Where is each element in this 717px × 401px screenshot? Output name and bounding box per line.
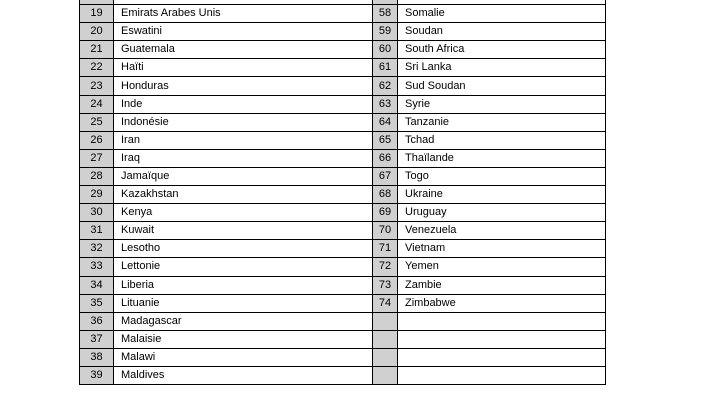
right-country-cell: Togo	[398, 167, 606, 185]
left-country-cell: Kazakhstan	[114, 186, 373, 204]
table-row	[80, 149, 606, 167]
left-country-cell: Indonésie	[114, 113, 373, 131]
right-number-cell	[373, 348, 398, 366]
right-country-cell: South Africa	[398, 41, 606, 59]
table-row	[80, 240, 606, 258]
table-row	[80, 366, 606, 384]
right-number-cell: 71	[373, 240, 398, 258]
left-number-cell: 23	[80, 77, 114, 95]
right-number-cell: 69	[373, 204, 398, 222]
right-number-cell: 74	[373, 294, 398, 312]
right-country-cell: Zimbabwe	[398, 294, 606, 312]
right-country-cell	[398, 312, 606, 330]
right-country-cell: Tanzanie	[398, 113, 606, 131]
right-country-cell: Ukraine	[398, 186, 606, 204]
table-row	[80, 167, 606, 185]
right-number-cell: 61	[373, 59, 398, 77]
left-country-cell: Kuwait	[114, 222, 373, 240]
table-row	[80, 5, 606, 23]
table-row	[80, 77, 606, 95]
table-row	[80, 113, 606, 131]
right-number-cell: 62	[373, 77, 398, 95]
right-country-cell: Tchad	[398, 131, 606, 149]
left-number-cell: 20	[80, 23, 114, 41]
right-country-cell: Sud Soudan	[398, 77, 606, 95]
right-country-cell	[398, 330, 606, 348]
table-row	[80, 131, 606, 149]
table-row	[80, 348, 606, 366]
right-country-cell: Soudan	[398, 23, 606, 41]
right-country-cell: Venezuela	[398, 222, 606, 240]
left-number-cell: 37	[80, 330, 114, 348]
left-country-cell: Haïti	[114, 59, 373, 77]
right-number-cell: 70	[373, 222, 398, 240]
left-number-cell: 28	[80, 167, 114, 185]
left-country-cell: Lesotho	[114, 240, 373, 258]
table-row	[80, 222, 606, 240]
table-row	[80, 59, 606, 77]
right-country-cell: Zambie	[398, 276, 606, 294]
left-country-cell: Kenya	[114, 204, 373, 222]
right-number-cell	[373, 312, 398, 330]
table-row	[80, 23, 606, 41]
left-number-cell: 19	[80, 5, 114, 23]
right-country-cell	[398, 366, 606, 384]
right-number-cell: 63	[373, 95, 398, 113]
right-country-cell: Yemen	[398, 258, 606, 276]
left-number-cell: 21	[80, 41, 114, 59]
right-country-cell: Thaïlande	[398, 149, 606, 167]
left-country-cell: Emirats Arabes Unis	[114, 5, 373, 23]
left-country-cell: Madagascar	[114, 312, 373, 330]
right-country-cell: Syrie	[398, 95, 606, 113]
right-number-cell: 64	[373, 113, 398, 131]
left-country-cell: Lituanie	[114, 294, 373, 312]
left-country-cell: Lettonie	[114, 258, 373, 276]
right-number-cell: 66	[373, 149, 398, 167]
right-country-cell: Somalie	[398, 5, 606, 23]
left-number-cell: 31	[80, 222, 114, 240]
left-number-cell: 32	[80, 240, 114, 258]
left-country-cell: Inde	[114, 95, 373, 113]
right-number-cell	[373, 330, 398, 348]
table-row	[80, 276, 606, 294]
right-number-cell: 60	[373, 41, 398, 59]
right-number-cell: 59	[373, 23, 398, 41]
left-number-cell: 33	[80, 258, 114, 276]
table-row	[80, 204, 606, 222]
left-country-cell: Maldives	[114, 366, 373, 384]
right-number-cell: 65	[373, 131, 398, 149]
left-country-cell: Eswatini	[114, 23, 373, 41]
left-number-cell: 27	[80, 149, 114, 167]
right-number-cell	[373, 366, 398, 384]
left-country-cell: Honduras	[114, 77, 373, 95]
right-number-cell: 73	[373, 276, 398, 294]
left-number-cell: 36	[80, 312, 114, 330]
table-row	[80, 186, 606, 204]
table-row	[80, 258, 606, 276]
right-number-cell: 72	[373, 258, 398, 276]
left-number-cell: 35	[80, 294, 114, 312]
left-number-cell: 25	[80, 113, 114, 131]
left-number-cell: 39	[80, 366, 114, 384]
table-row	[80, 95, 606, 113]
table-row	[80, 330, 606, 348]
left-country-cell: Iran	[114, 131, 373, 149]
left-number-cell: 34	[80, 276, 114, 294]
left-country-cell: Iraq	[114, 149, 373, 167]
left-number-cell: 29	[80, 186, 114, 204]
left-country-cell: Malawi	[114, 348, 373, 366]
country-table	[79, 0, 606, 385]
left-number-cell: 26	[80, 131, 114, 149]
left-country-cell: Jamaïque	[114, 167, 373, 185]
country-table-body	[80, 0, 606, 385]
left-country-cell: Liberia	[114, 276, 373, 294]
table-row	[80, 41, 606, 59]
left-country-cell: Malaisie	[114, 330, 373, 348]
table-row	[80, 294, 606, 312]
left-number-cell: 30	[80, 204, 114, 222]
right-country-cell: Uruguay	[398, 204, 606, 222]
left-number-cell: 22	[80, 59, 114, 77]
right-country-cell	[398, 348, 606, 366]
table-row	[80, 312, 606, 330]
right-country-cell: Vietnam	[398, 240, 606, 258]
left-number-cell: 38	[80, 348, 114, 366]
right-country-cell: Sri Lanka	[398, 59, 606, 77]
right-number-cell: 68	[373, 186, 398, 204]
left-number-cell: 24	[80, 95, 114, 113]
right-number-cell: 58	[373, 5, 398, 23]
right-number-cell: 67	[373, 167, 398, 185]
left-country-cell: Guatemala	[114, 41, 373, 59]
